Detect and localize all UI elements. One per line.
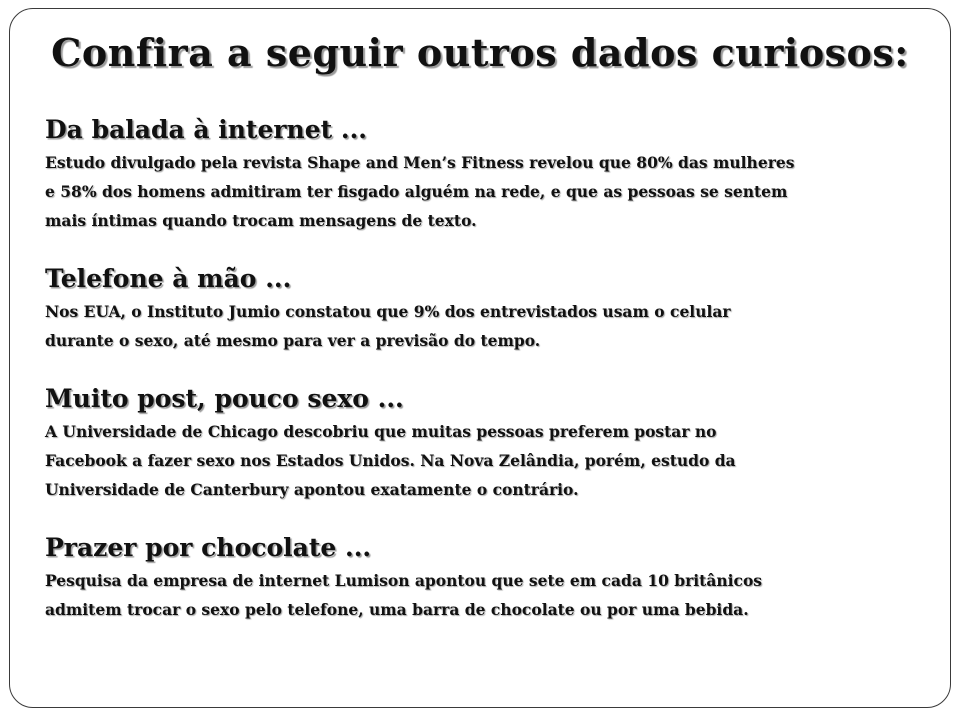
section-text-line: Pesquisa da empresa de internet Lumison apontou que sete em cada 10 britânicos bbox=[45, 571, 763, 590]
slide-content bbox=[45, 112, 925, 650]
section-heading: Prazer por chocolate ... bbox=[45, 533, 372, 562]
section-text-line: e 58% dos homens admitiram ter fisgado alguém na rede, e que as pessoas se sentem bbox=[45, 182, 788, 201]
slide-title: Confira a seguir outros dados curiosos: bbox=[51, 30, 909, 75]
section-heading: Muito post, pouco sexo ... bbox=[45, 384, 404, 413]
section-text-line: Estudo divulgado pela revista Shape and Men’s Fitness revelou que 80% das mulheres bbox=[45, 153, 795, 172]
section-text-line: Facebook a fazer sexo nos Estados Unidos. Na Nova Zelândia, porém, estudo da bbox=[45, 451, 736, 470]
section-text-line: mais íntimas quando trocam mensagens de texto. bbox=[45, 211, 477, 230]
section-muito-post bbox=[45, 381, 925, 504]
section-text-line: durante o sexo, até mesmo para ver a previsão do tempo. bbox=[45, 331, 541, 350]
section-text-line: Nos EUA, o Instituto Jumio constatou que 9% dos entrevistados usam o celular bbox=[45, 302, 731, 321]
section-text-line: admitem trocar o sexo pelo telefone, uma barra de chocolate ou por uma bebida. bbox=[45, 600, 749, 619]
section-heading: Da balada à internet ... bbox=[45, 115, 367, 144]
section-da-balada bbox=[45, 112, 925, 235]
section-prazer-chocolate bbox=[45, 530, 925, 624]
section-text-line: A Universidade de Chicago descobriu que muitas pessoas preferem postar no bbox=[45, 422, 717, 441]
section-text-line: Universidade de Canterbury apontou exatamente o contrário. bbox=[45, 480, 579, 499]
section-heading: Telefone à mão ... bbox=[45, 264, 292, 293]
section-telefone bbox=[45, 261, 925, 355]
